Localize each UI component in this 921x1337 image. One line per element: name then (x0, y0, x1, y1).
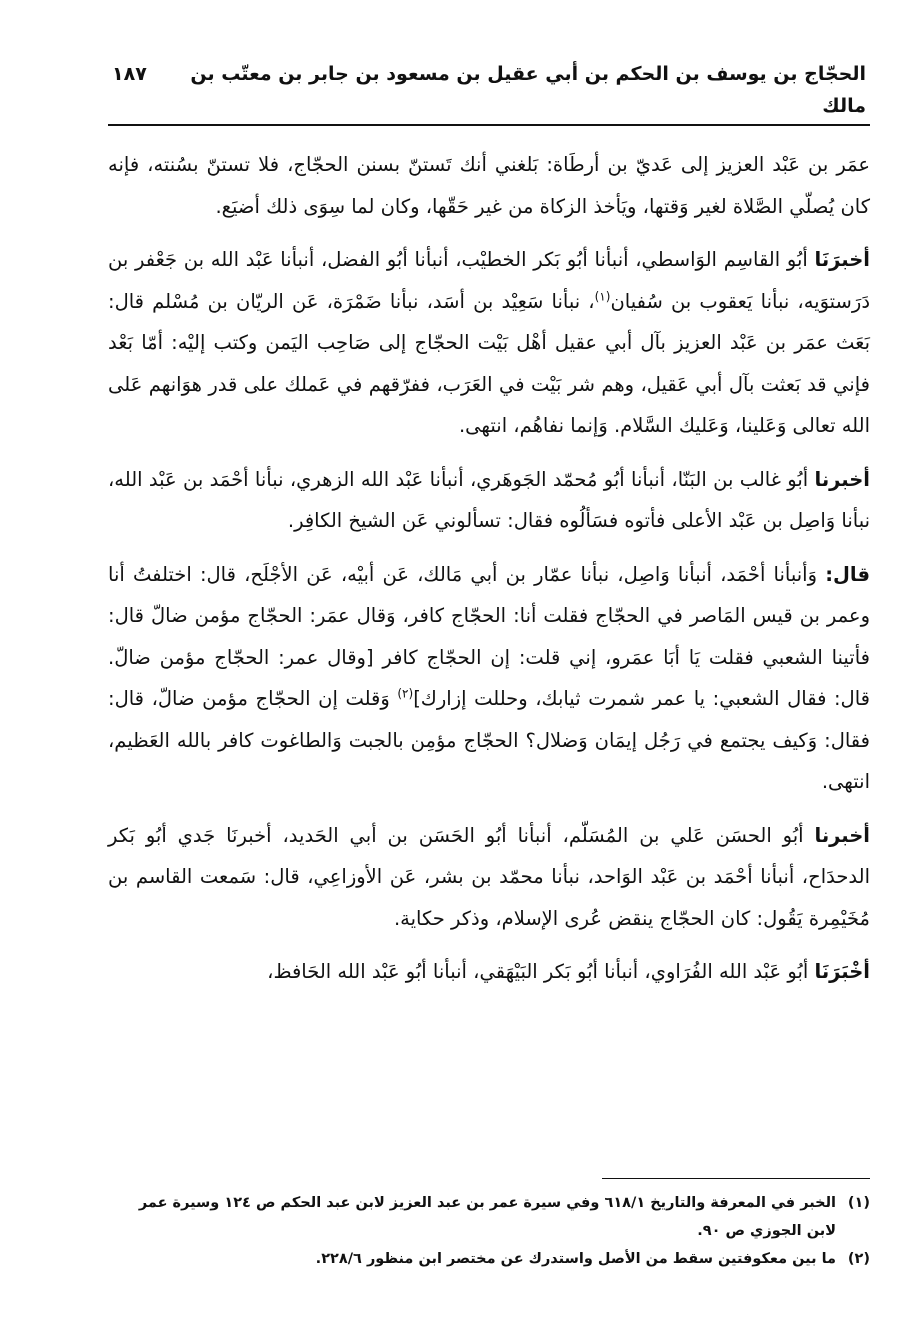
header-rule (108, 124, 870, 126)
footnote-ref-2[interactable]: (٢) (397, 686, 414, 701)
footnote-text: ما بين معكوفتين سقط من الأصل واستدرك عن مختصر ابن منظور ٢٢٨/٦. (315, 1251, 836, 1267)
paragraph-tail: ، نبأنا سَعِيْد بن أسَد، نبأنا ضَمْرَة، عَن الريّان بن مُسْلم قال: بَعَث عمَر بن عَبْد العزيز بآل أبي عقيل أهْل بَيْت الحجّاج إلى صَاحِب اليَمن وكتب إليْه: أمّا بَعْد فإني قد بَعثت بآل أبي عَقيل، وهم شر بَيْت في العَرَب، ففرّقهم في عَملك على قدر هوَانهم عَلى الله تعالى وَعَلينا، وَعَليك السَّلام. وَإنما نفاهُم، انتهى. (108, 289, 870, 437)
paragraph-text: عمَر بن عَبْد العزيز إلى عَديّ بن أرطَاة: بَلغني أنك تَستنّ بسنن الحجّاج، فلا تستنّ بسُنته، فإنه كان يُصلّي الصَّلاة لغير وَقتها، ويَأخذ الزكاة من غير حَقّها، وكان لما سِوَى ذلك أضيَع. (108, 153, 870, 218)
paragraph-text: وَأنبأنا أحْمَد، أنبأنا وَاصِل، نبأنا عمّار بن أبي مَالك، عَن أبيْه، عَن الأجْلَح، قال: اختلفتُ أنا وعمر بن قيس المَاصر في الحجّاج فقلت أنا: الحجّاج كافر، وَقال عمَر: الحجّاج مؤمن ضالّ قال: فأتينا الشعبي فقلت يَا أبَا عمَرو، إني قلت: إن الحجّاج كافر [وقال عمر: الحجّاج مؤمن ضالّ. قال: فقال الشعبي: يا عمر شمرت ثيابك، وحللت إزارك] (108, 562, 870, 710)
paragraph-text: أبُو القاسِم الوَاسطي، أنبأنا أبُو بَكر الخطيْب، أنبأنا أبُو الفضل، أنبأنا عَبْد الله بن جَعْفر بن دَرَستوَيه، نبأنا يَعقوب بن سُفيان (108, 248, 871, 313)
running-title: الحجّاج بن يوسف بن الحكم بن أبي عقيل بن مسعود بن جابر بن معتّب بن مالك (190, 63, 866, 117)
footnote-text: الخبر في المعرفة والتاريخ ٦١٨/١ وفي سيرة عمر بن عبد العزيز لابن عبد الحكم ص ١٢٤ وسيرة عمر لابن الجوزي ص ٩٠. (138, 1195, 836, 1239)
book-page (108, 58, 870, 1288)
footnote-2 (108, 1245, 870, 1273)
paragraph-4 (108, 554, 870, 803)
paragraph-lead: أخبرنا (814, 467, 870, 491)
footnotes (108, 1178, 870, 1273)
page-number: ١٨٧ (112, 63, 147, 85)
paragraph-3 (108, 459, 870, 542)
paragraph-lead: أخْبَرَنَا (814, 960, 870, 983)
paragraph-tail: وَقلت إن الحجّاج مؤمن ضالّ، قال: فقال: وَكيف يجتمع في رَجُل إيمَان وَضلال؟ الحجّاج مؤمِن بالجبت وَالطاغوت كافر بالله العَظيم، انتهى. (108, 687, 870, 793)
footnote-number: (١) (847, 1195, 870, 1211)
paragraph-lead: أخبرنا (814, 823, 870, 847)
paragraph-lead: أخبرَنَا (814, 248, 870, 271)
paragraph-5 (108, 815, 870, 940)
paragraph-text: أبُو الحسَن عَلي بن المُسَلّم، أنبأنا أبُو الحَسَن بن أبي الحَديد، أخبرنَا جَدي أبُو بَكر الدحدَاح، أنبأنا أحْمَد بن عَبْد الوَاحد، نبأنا محمّد بن بشر، عَن الأوزاعِي، قال: سَمعت القاسم بن مُخَيْمِرة يَقُول: كان الحجّاج ينقض عُرى الإسلام، وذكر حكاية. (108, 823, 870, 930)
paragraph-lead: قال: (825, 562, 870, 586)
paragraph-6 (108, 951, 870, 993)
main-text (108, 144, 870, 993)
paragraph-text: أبُو عَبْد الله الفُرَاوي، أنبأنا أبُو بَكر البَيْهَقي، أنبأنا أبُو عَبْد الله الحَافظ، (267, 960, 815, 983)
running-header (108, 58, 870, 124)
paragraph-2 (108, 239, 870, 447)
paragraph-1 (108, 144, 870, 227)
footnote-ref-1[interactable]: (١) (594, 289, 611, 303)
footnote-number: (٢) (847, 1251, 870, 1267)
paragraph-text: أبُو غالب بن البَنّا، أنبأنا أبُو مُحمّد الجَوهَري، أنبأنا عَبْد الله الزهري، نبأنا أحْمَد بن عَبْد الله، نبأنا وَاصِل بن عَبْد الأعلى فأتوه فسَألُوه فقال: تسألوني عَن الشيخ الكافِر. (108, 467, 870, 532)
footnote-1 (108, 1189, 870, 1245)
footnote-rule (602, 1178, 870, 1179)
